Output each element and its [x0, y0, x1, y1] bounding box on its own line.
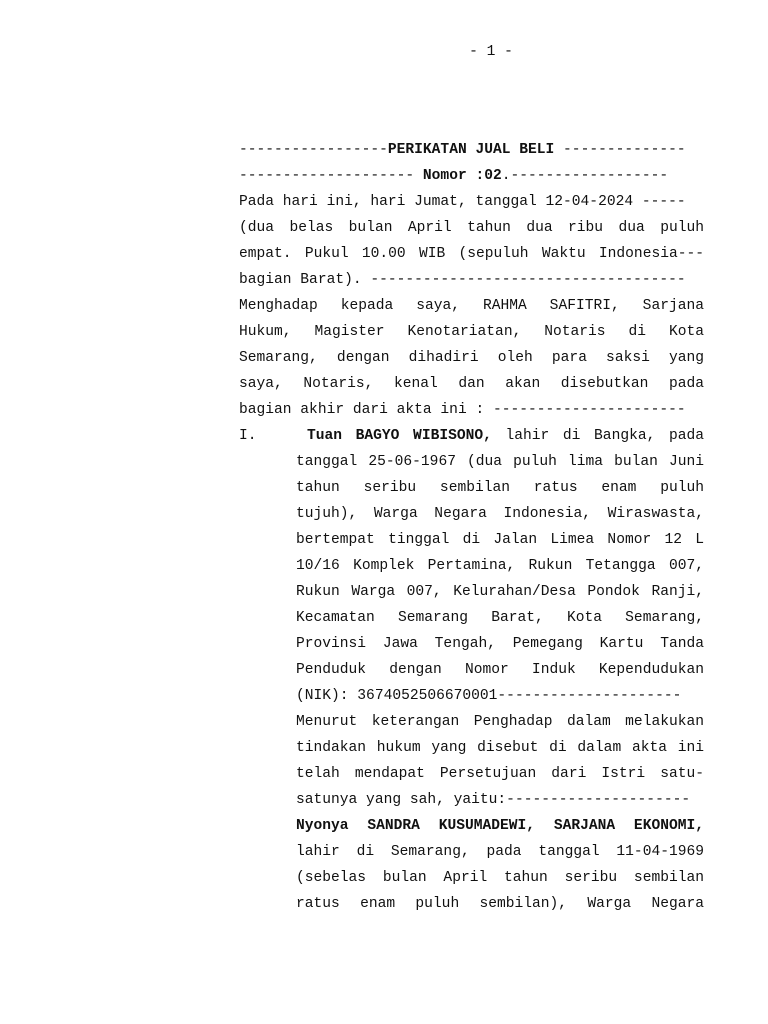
opening-line: Semarang, dengan dihadiri oleh para saksi yang — [239, 350, 704, 366]
page-number: - 1 - — [469, 44, 513, 60]
spouse-line: (sebelas bulan April tahun seribu sembilan — [296, 870, 704, 886]
party-one-line: satunya yang sah, yaitu:--------------------- — [296, 792, 691, 808]
opening-line: bagian akhir dari akta ini : ---------------------- — [239, 402, 686, 418]
party-one-line: Penduduk dengan Nomor Induk Kependudukan — [296, 662, 704, 678]
party-one-line: Kecamatan Semarang Barat, Kota Semarang, — [296, 610, 704, 626]
opening-line: saya, Notaris, kenal dan akan disebutkan pada — [239, 376, 704, 392]
party-one-name: Tuan BAGYO WIBISONO, — [307, 428, 492, 444]
opening-line: Hukum, Magister Kenotariatan, Notaris di Kota — [239, 324, 704, 340]
party-one-line: (NIK): 3674052506670001--------------------- — [296, 688, 682, 704]
party-one-line: tahun seribu sembilan ratus enam puluh — [296, 480, 704, 496]
party-one-heading — [239, 423, 704, 449]
party-one-line: bertempat tinggal di Jalan Limea Nomor 12 L — [296, 532, 704, 548]
party-one-line: tujuh), Warga Negara Indonesia, Wiraswasta, — [296, 506, 704, 522]
opening-line: Pada hari ini, hari Jumat, tanggal 12-04-2024 ----- — [239, 194, 686, 210]
party-one-line: Provinsi Jawa Tengah, Pemegang Kartu Tanda — [296, 636, 704, 652]
party-one-line: tanggal 25-06-1967 (dua puluh lima bulan Juni — [296, 454, 704, 470]
opening-line: bagian Barat). ------------------------------------ — [239, 272, 686, 288]
party-one-line: tindakan hukum yang disebut di dalam akta ini — [296, 740, 704, 756]
party-one-line: telah mendapat Persetujuan dari Istri satu- — [296, 766, 704, 782]
opening-line: Menghadap kepada saya, RAHMA SAFITRI, Sarjana — [239, 298, 704, 314]
spouse-line: ratus enam puluh sembilan), Warga Negara — [296, 896, 704, 912]
party-numeral: I. — [239, 428, 257, 444]
opening-line: (dua belas bulan April tahun dua ribu dua puluh — [239, 220, 704, 236]
party-one-line: Menurut keterangan Penghadap dalam melakukan — [296, 714, 704, 730]
deed-title: -----------------PERIKATAN JUAL BELI -------------- — [239, 142, 686, 158]
spouse-line: lahir di Semarang, pada tanggal 11-04-1969 — [296, 844, 704, 860]
party-one-line: 10/16 Komplek Pertamina, Rukun Tetangga 007, — [296, 558, 704, 574]
party-one-line: Rukun Warga 007, Kelurahan/Desa Pondok Ranji, — [296, 584, 704, 600]
spouse-name: Nyonya SANDRA KUSUMADEWI, SARJANA EKONOMI, — [296, 818, 704, 834]
deed-number: -------------------- Nomor :02.------------------ — [239, 168, 669, 184]
opening-line: empat. Pukul 10.00 WIB (sepuluh Waktu Indonesia--- — [239, 246, 704, 262]
deed-body — [239, 137, 704, 917]
party-one-first-line: Tuan BAGYO WIBISONO, lahir di Bangka, pada — [307, 428, 704, 444]
